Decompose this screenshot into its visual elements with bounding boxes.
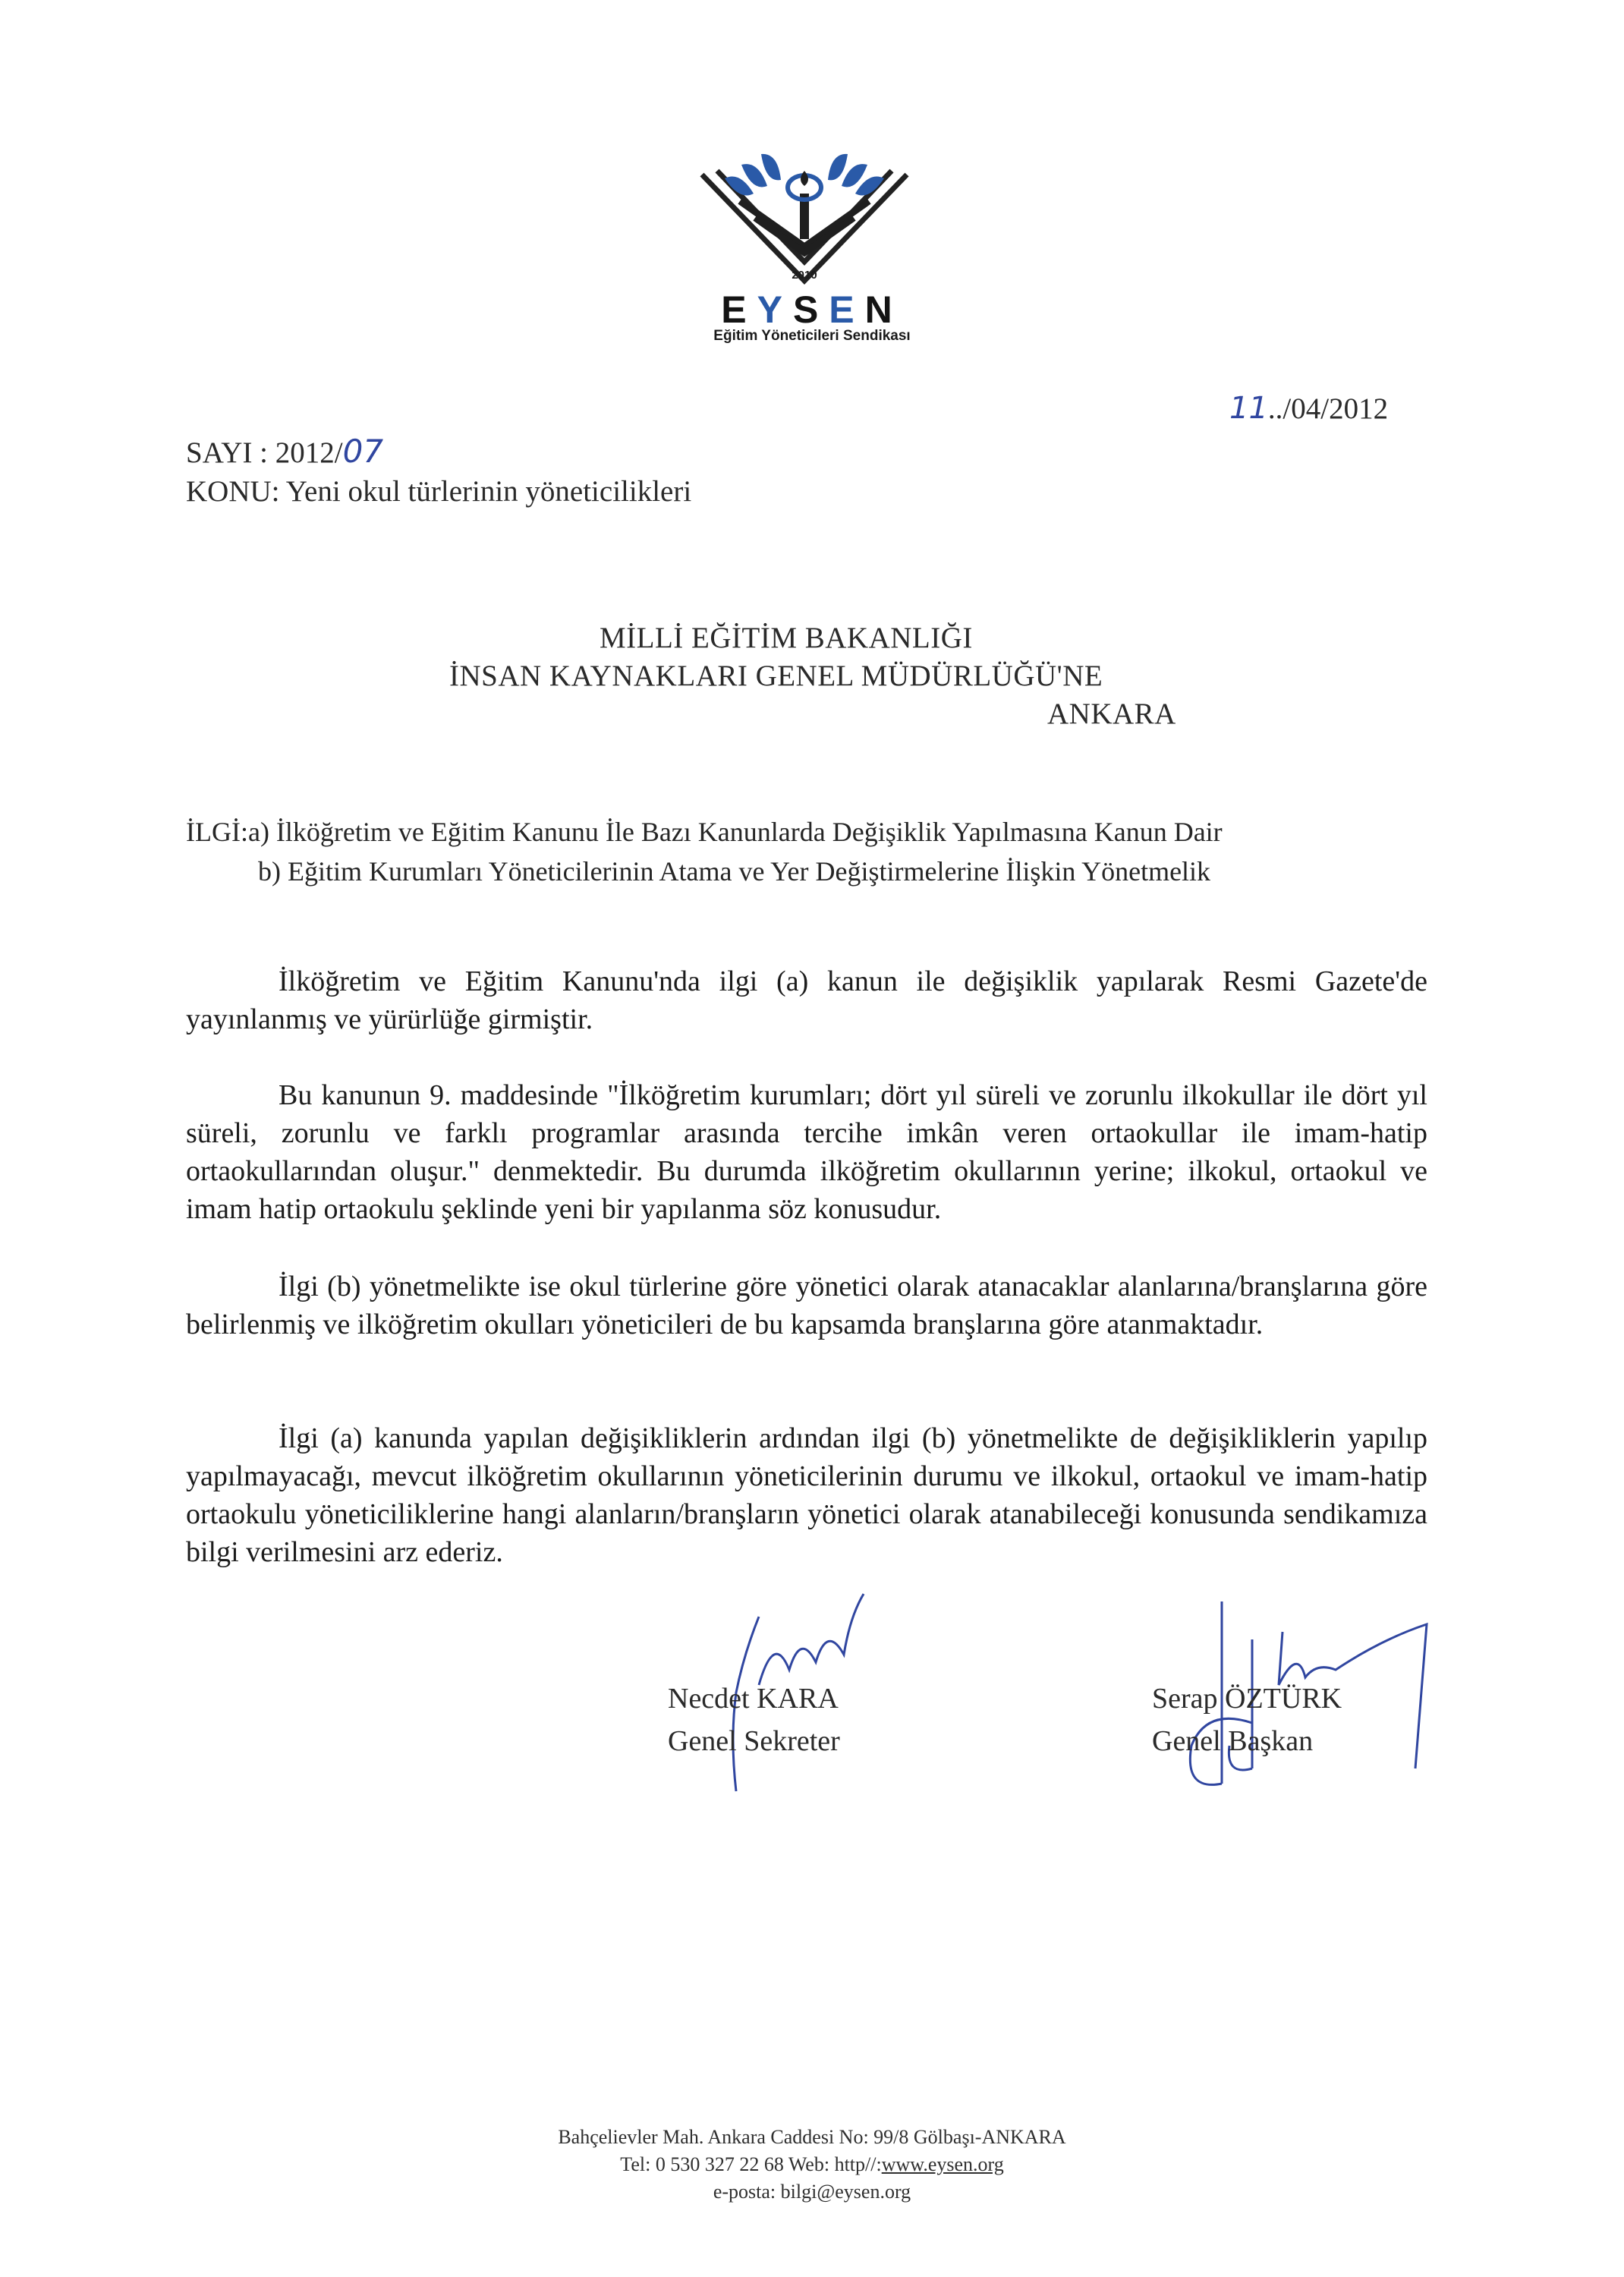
body-paragraph-2 bbox=[186, 1076, 1427, 1228]
footer-address: Bahçelievler Mah. Ankara Caddesi No: 99/8 Gölbaşı-ANKARA bbox=[558, 2126, 1066, 2148]
signature-right-name: Serap ÖZTÜRK bbox=[1152, 1683, 1342, 1715]
logo-wordmark: EYSEN bbox=[721, 288, 903, 331]
footer bbox=[433, 2124, 1191, 2206]
logo-subtitle: Eğitim Yöneticileri Sendikası bbox=[713, 328, 911, 344]
addressee-line2: İNSAN KAYNAKLARI GENEL MÜDÜRLÜĞÜ'NE bbox=[449, 660, 1103, 692]
reference-b: b) Eğitim Kurumları Yöneticilerinin Atama ve Yer Değiştirmelerine İlişkin Yönetmelik bbox=[258, 856, 1211, 887]
footer-email[interactable]: e-posta: bilgi@eysen.org bbox=[713, 2181, 911, 2203]
addressee-line1: MİLLİ EĞİTİM BAKANLIĞI bbox=[600, 622, 973, 654]
signature-right-title: Genel Başkan bbox=[1152, 1725, 1314, 1757]
body-paragraph-2-text: Bu kanunun 9. maddesinde "İlköğretim kurumları; dört yıl süreli ve zorunlu ilkokullar ile dört yıl süreli, zorunlu ve farklı programlar arasında tercihe imkân veren ortaokullar ile imam-hatip ortaokullarından oluşur." denmektedir. Bu durumda ilköğretim okullarının yerine; ilkokul, ortaokul ve imam hatip ortaokulu şeklinde yeni bir yapılanma söz konusudur. bbox=[186, 1079, 1427, 1225]
body-paragraph-4-text: İlgi (a) kanunda yapılan değişikliklerin ardından ilgi (b) yönetmelikte de değişikliklerin yapılıp yapılmayacağı, mevcut ilköğretim okullarının yöneticilerinin durumu ve ilkokul, ortaokul ve imam-hatip ortaokulu yöneticiliklerine hangi alanların/branşların yönetici olarak atanabileceği konusunda sendikamıza bilgi verilmesini arz ederiz. bbox=[186, 1422, 1427, 1568]
footer-contact-prefix: Tel: 0 530 327 22 68 Web: http//: bbox=[620, 2153, 882, 2175]
date-printed: ../04/2012 bbox=[1267, 392, 1389, 425]
konu-line: KONU: Yeni okul türlerinin yöneticilikleri bbox=[186, 475, 692, 508]
date-handwritten: 11 bbox=[1229, 391, 1268, 426]
body-paragraph-3 bbox=[186, 1268, 1427, 1343]
body-paragraph-3-text: İlgi (b) yönetmelikte ise okul türlerine göre yönetici olarak atanacaklar alanlarına/branşlarına göre belirlenmiş ve ilköğretim okulları yöneticileri de bu kapsamda branşlarına göre atanmaktadır. bbox=[186, 1271, 1427, 1340]
logo-year-text: 2010 bbox=[792, 269, 817, 282]
body-paragraph-1-text: İlköğretim ve Eğitim Kanunu'nda ilgi (a) kanun ile değişiklik yapılarak Resmi Gazete'de yayınlanmış ve yürürlüğe girmiştir. bbox=[186, 965, 1427, 1035]
signature-left bbox=[668, 1677, 840, 1762]
reference-a: İLGİ:a) İlköğretim ve Eğitim Kanunu İle Bazı Kanunlarda Değişiklik Yapılmasına Kanun Dair bbox=[186, 817, 1223, 847]
eysen-logo-emblem bbox=[694, 148, 914, 300]
sayi-handwritten: 07 bbox=[342, 433, 384, 470]
addressee-city: ANKARA bbox=[1047, 698, 1176, 730]
sayi-label: SAYI : 2012/ bbox=[186, 436, 343, 469]
signature-left-title: Genel Sekreter bbox=[668, 1725, 840, 1757]
document-date bbox=[1229, 391, 1388, 426]
sayi-line bbox=[186, 433, 383, 470]
signature-right bbox=[1152, 1677, 1342, 1762]
body-paragraph-4 bbox=[186, 1419, 1427, 1571]
body-paragraph-1 bbox=[186, 962, 1427, 1038]
footer-contact bbox=[433, 2151, 1191, 2178]
signature-left-name: Necdet KARA bbox=[668, 1683, 839, 1715]
footer-web-link[interactable]: www.eysen.org bbox=[881, 2153, 1004, 2175]
